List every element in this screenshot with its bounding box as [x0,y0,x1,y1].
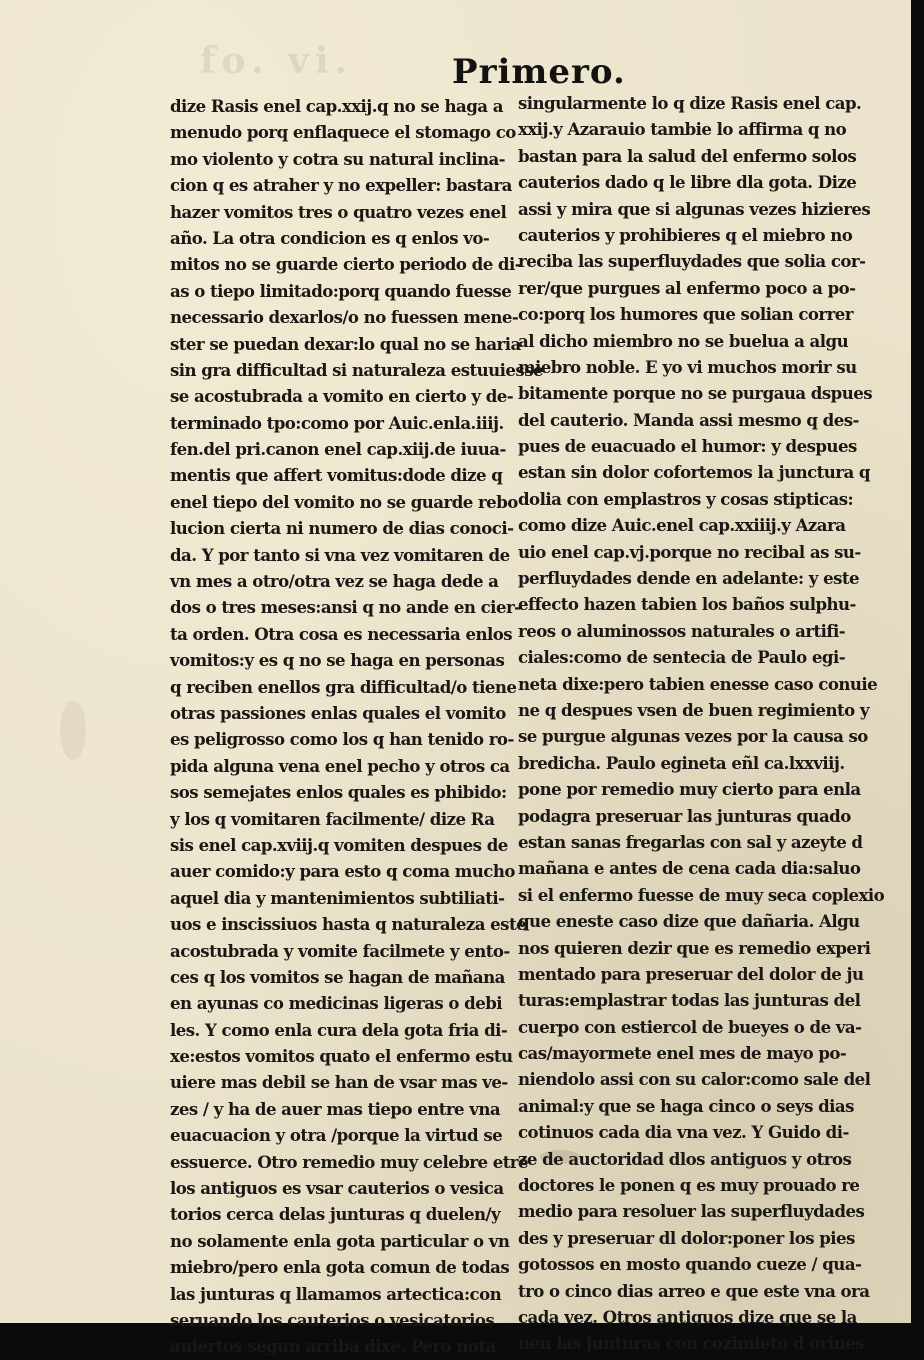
text-line: auiertos segun arriba dixe. Pero nota [170,1336,496,1357]
paper-stain [540,1150,580,1164]
text-line: uen las junturas con cozimieto d orines [518,1333,864,1354]
text-line: si el enfermo fuesse de muy seca coplexio [518,884,885,905]
text-line: singularmente lo q dize Rasis enel cap. [518,93,862,113]
text-line: les. Y como enla cura dela gota fria di- [170,1019,508,1040]
text-line: como dize Auic.enel cap.xxiiij.y Azara [518,515,846,536]
text-line: pone por remedio muy cierto para enla [518,779,861,800]
text-line: auer comido:y para esto q coma mucho [170,861,515,882]
text-line: mentis que affert vomitus:dode dize q [170,465,503,486]
text-line: miebro/pero enla gota comun de todas [170,1257,510,1278]
paper-stain [60,700,86,760]
text-line: perfluydades dende en adelante: y este [518,568,860,589]
text-line: estan sanas fregarlas con sal y azeyte d [518,831,863,852]
text-line: ze de auctoridad dlos antiguos y otros [518,1148,852,1169]
text-line: ces q los vomitos se hagan de mañana [170,966,505,987]
text-line: uio enel cap.vj.porque no recibal as su- [518,541,861,562]
text-line: co:porq los humores que solian correr [518,304,853,325]
text-line: nos quieren dezir que es remedio experi [518,937,871,958]
text-line: xxij.y Azarauio tambie lo affirma q no [518,119,847,140]
text-line: ta orden. Otra cosa es necessaria enlos [170,623,513,644]
text-line: uiere mas debil se han de vsar mas ve- [170,1072,508,1093]
text-line: del cauterio. Manda assi mesmo q des- [518,409,859,430]
text-line: que eneste caso dize que dañaria. Algu [518,911,860,932]
text-line: as o tiepo limitado:porq quando fuesse [170,280,512,301]
text-line: sis enel cap.xviij.q vomiten despues de [170,834,508,855]
text-line: vomitos:y es q no se haga en personas [170,650,505,671]
scan-border [911,0,924,1323]
text-line: gotossos en mosto quando cueze / qua- [518,1254,862,1275]
text-line: medio para resoluer las superfluydades [518,1201,865,1222]
text-line: cion q es atraher y no expeller: bastara [170,175,512,196]
text-line: q reciben enellos gra difficultad/o tiene [170,676,517,697]
folio-number-ghost: fo. vi. [200,40,354,82]
text-line: miebro noble. E yo vi muchos morir su [518,356,857,377]
text-line: terminado tpo:como por Auic.enla.iiij. [170,412,504,433]
text-line: neta dixe:pero tabien enesse caso conuie [518,673,878,694]
running-head: Primero. [452,52,626,92]
text-line: necessario dexarlos/o no fuessen mene- [170,307,519,328]
text-line: hazer vomitos tres o quatro vezes enel [170,201,507,222]
text-line: dolia con emplastros y cosas stipticas: [518,488,854,509]
text-line: ne q despues vsen de buen regimiento y [518,699,869,720]
text-line: cauterios dado q le libre dla gota. Dize [518,172,857,193]
text-line: torios cerca delas junturas q duelen/y [170,1204,501,1225]
text-line: sin gra difficultad si naturaleza estuuiesse [170,359,543,380]
text-line: es peligrosso como los q han tenido ro- [170,729,514,750]
text-line: xe:estos vomitos quato el enfermo estu [170,1046,513,1067]
text-line: doctores le ponen q es muy prouado re [518,1175,860,1196]
text-line: menudo porq enflaquece el stomago co [170,122,516,143]
text-line: turas:emplastrar todas las junturas del [518,990,861,1011]
text-line: enel tiepo del vomito no se guarde rebo [170,491,518,512]
text-line: essuerce. Otro remedio muy celebre etre [170,1151,529,1172]
text-line: en ayunas co medicinas ligeras o debi [170,993,503,1014]
text-line: pues de euacuado el humor: y despues [518,436,857,457]
text-line: ciales:como de sentecia de Paulo egi- [518,647,846,668]
text-column-left [170,93,543,1360]
text-line: reciba las superfluydades que solia cor- [518,251,866,272]
text-line: mañana e antes de cena cada dia:saluo [518,858,861,879]
text-line: y los q vomitaren facilmente/ dize Ra [170,808,495,829]
text-line: cas/mayormete enel mes de mayo po- [518,1043,847,1064]
text-line: mentado para preseruar del dolor de ju [518,963,864,984]
text-line: da. Y por tanto si vna vez vomitaren de [170,544,510,565]
text-line: cotinuos cada dia vna vez. Y Guido di- [518,1122,849,1143]
text-line: rer/que purgues al enfermo poco a po- [518,277,856,298]
text-line: los antiguos es vsar cauterios o vesica [170,1178,504,1199]
text-line: assi y mira que si algunas vezes hizieres [518,198,871,219]
text-line: podagra preseruar las junturas quado [518,805,851,826]
text-line: ster se puedan dexar:lo qual no se haria [170,333,521,354]
text-line: se acostubrada a vomito en cierto y de- [170,386,514,407]
text-line: seruando los cauterios o vesicatorios [170,1309,495,1330]
text-line: uos e inscissiuos hasta q naturaleza este [170,914,527,935]
text-line: euacuacion y otra /porque la virtud se [170,1125,503,1146]
text-line: lucion cierta ni numero de dias conoci- [170,518,514,539]
text-line: mo violento y cotra su natural inclina- [170,148,506,169]
text-line: al dicho miembro no se buelua a algu [518,330,849,351]
text-line: acostubrada y vomite facilmete y ento- [170,940,510,961]
text-line: fen.del pri.canon enel cap.xiij.de iuua- [170,439,506,460]
text-line: se purgue algunas vezes por la causa so [518,726,868,747]
text-line: bredicha. Paulo egineta eñl ca.lxxviij. [518,752,845,773]
text-line: estan sin dolor cofortemos la junctura q [518,462,870,483]
text-line: des y preseruar dl dolor:poner los pies [518,1227,855,1248]
text-line: sos semejates enlos quales es phibido: [170,782,507,803]
text-line: las junturas q llamamos artectica:con [170,1283,502,1304]
text-line: cuerpo con estiercol de bueyes o de va- [518,1016,862,1037]
text-line: animal:y que se haga cinco o seys dias [518,1095,854,1116]
text-line: dize Rasis enel cap.xxij.q no se haga a [170,96,503,116]
text-line: effecto hazen tabien los baños sulphu- [518,594,856,615]
text-line: zes / y ha de auer mas tiepo entre vna [170,1098,501,1119]
text-line: otras passiones enlas quales el vomito [170,702,506,723]
text-line: niendolo assi con su calor:como sale del [518,1069,871,1090]
text-line: dos o tres meses:ansi q no ande en cier- [170,597,521,618]
text-line: vn mes a otro/otra vez se haga dede a [170,571,499,592]
text-line: reos o aluminossos naturales o artifi- [518,620,846,641]
text-line: cada vez. Otros antiguos dize que se la [518,1306,857,1327]
text-line: tro o cinco dias arreo e que este vna ora [518,1280,870,1301]
text-column-right [518,90,885,1357]
text-line: pida alguna vena enel pecho y otros ca [170,755,510,776]
text-line: aquel dia y mantenimientos subtiliati- [170,887,505,908]
text-line: no solamente enla gota particular o vn [170,1230,510,1251]
text-line: bastan para la salud del enfermo solos [518,145,857,166]
text-line: mitos no se guarde cierto periodo de di- [170,254,522,275]
text-line: año. La otra condicion es q enlos vo- [170,227,490,248]
text-line: bitamente porque no se purgaua dspues [518,383,873,404]
text-line: cauterios y prohibieres q el miebro no [518,224,853,245]
